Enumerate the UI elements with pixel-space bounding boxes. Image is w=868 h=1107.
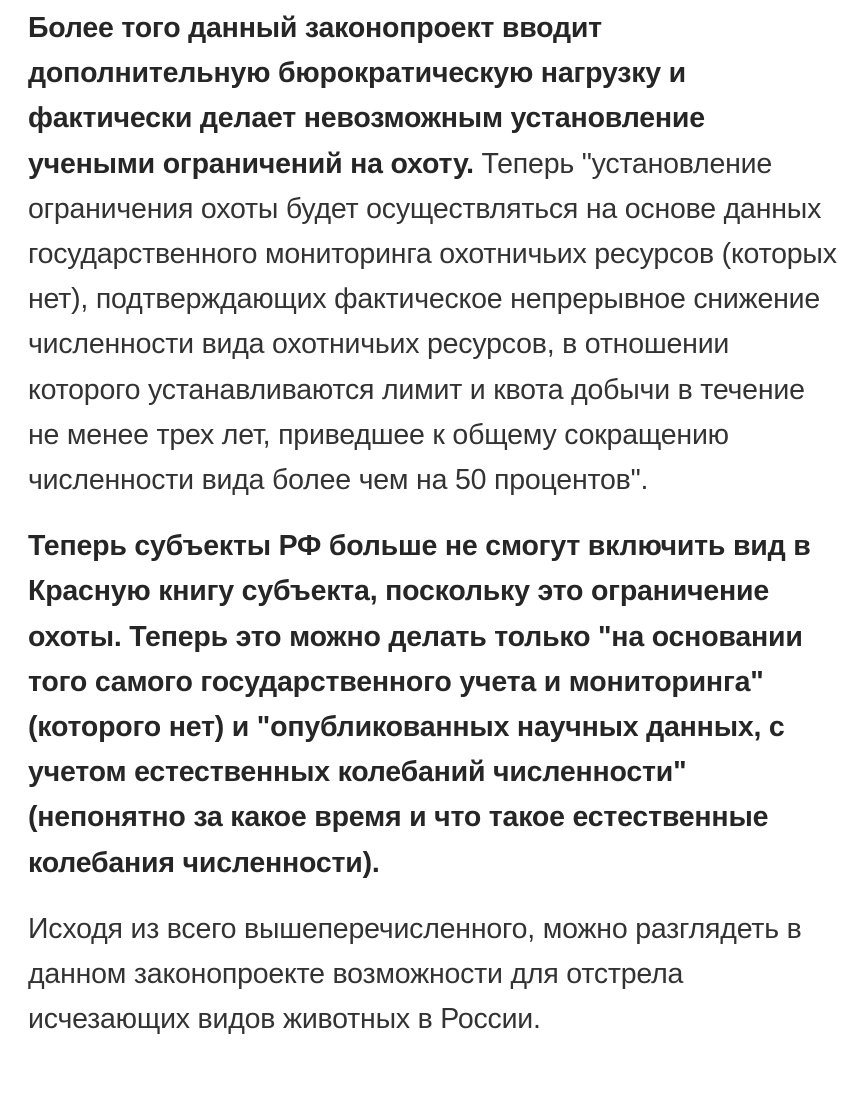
- paragraph-red-book: Теперь субъекты РФ больше не смогут включить вид в Красную книгу субъекта, поскольку это ограничение охоты. Теперь это можно делать только "на основании того самого государственного учета и мониторинга" (которого нет) и "опубликованных научных данных, с учетом естественных колебаний численности" (непонятно за какое время и что такое естественные колебания численности).: [28, 530, 811, 879]
- paragraph-conclusion: Исходя из всего вышеперечисленного, можно разглядеть в данном законопроекте возможности для отстрела исчезающих видов животных в России.: [28, 912, 802, 1036]
- article-text: [28, 6, 838, 1063]
- paragraph-1-bold-text: Более того данный законопроект вводит дополнительную бюрократическую нагрузку и фактически делает невозможным установление учеными ограничений на охоту.: [28, 12, 705, 180]
- paragraph-bureaucracy: [28, 6, 838, 503]
- paragraph-1-quote-text: Теперь "установление ограничения охоты будет осуществляться на основе данных государственного мониторинга охотничьих ресурсов (которых нет), подтверждающих фактическое непрерывное снижение численности вида охотничьих ресурсов, в отношении которого устанавливаются лимит и квота добычи в течение не менее трех лет, приведшее к общему сокращению численности вида более чем на 50 процентов".: [28, 147, 837, 497]
